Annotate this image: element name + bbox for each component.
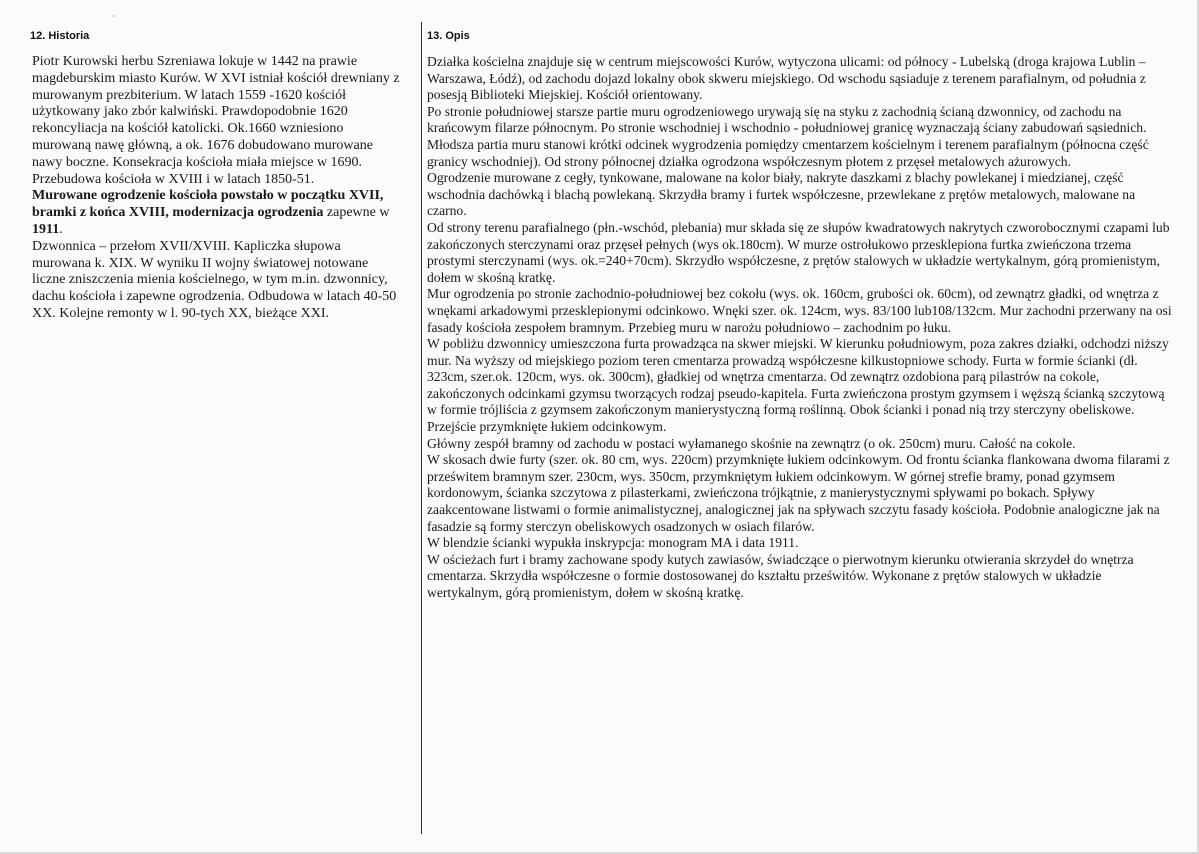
history-heading: 12. Historia: [30, 30, 90, 42]
history-body: [32, 54, 400, 323]
description-paragraph: Ogrodzenie murowane z cegły, tynkowane, malowane na kolor biały, nakryte daszkami z blachy powlekanej i miedzianej, część wschodnia dachówką i blachą powlekaną. Skrzydła bramy i furtek współczesne, przewlekane z prętów metalowych, malowane na czarno.: [427, 170, 1136, 219]
bold-text-run: 1911: [32, 221, 60, 237]
text-run: zapewne w: [323, 205, 390, 221]
description-heading: 13. Opis: [427, 30, 470, 42]
scan-speck: [113, 15, 115, 17]
history-paragraph: [32, 188, 400, 238]
description-paragraph: Główny zespół bramny od zachodu w postaci wyłamanego skośnie na zewnątrz (o ok. 250cm) muru. Całość na cokole.: [427, 435, 1076, 451]
description-paragraph: W blendzie ścianki wypukła inskrypcja: monogram MA i data 1911.: [427, 535, 799, 551]
description-paragraph: W ościeżach furt i bramy zachowane spody kutych zawiasów, świadczące o pierwotnym kierunku otwierania skrzydeł do wnętrza cmentarza. Skrzydła współczesne o formie dostosowanej do kształtu prześwitów. Wykonane z prętów stalowych w układzie wertykalnym, górą promienistym, dołem w skośną kratkę.: [427, 551, 1134, 600]
description-paragraph: W skosach dwie furty (szer. ok. 80 cm, wys. 220cm) przymknięte łukiem odcinkowym. Od frontu ścianka flankowana dwoma filarami z prześwitem bramnym szer. 230cm, wys. 350cm, przymkniętym łukiem odcinkowym. W górnej strefie bramy, ponad gzymsem kordonowym, ścianka szczytowa z pilasterkami, zwieńczona trójkątnie, z manierystycznymi spływami po bokach. Spływy zaakcentowane listwami o formie animalistycznej, analogicznej jak na spływach szczytu fasady kościoła. Podobnie analogiczne jak na fasadzie są formy sterczyn obeliskowych osadzonych w osiach filarów.: [427, 452, 1170, 534]
description-body: [427, 54, 1175, 602]
description-paragraph: Od strony terenu parafialnego (płn.-wschód, plebania) mur składa się ze słupów kwadratowych nakrytych czworobocznymi czapami lub zakończonych sterczynami oraz przęseł pełnych (wys ok.180cm). W murze ostrołukowo przesklepiona furtka zwieńczona trzema prostymi sterczynami (wys. ok.=240+70cm). Skrzydło współczesne, z prętów stalowych w układzie wertykalnym, górą promienistym, dołem w skośną kratkę.: [427, 219, 1170, 285]
bold-text-run: Murowane ogrodzenie kościoła powstało w początku XVII, bramki z końca XVIII, modernizacja ogrodzenia: [32, 188, 384, 221]
text-run: Piotr Kurowski herbu Szreniawa lokuje w 1442 na prawie magdeburskim miasto Kurów. W XVI istniał kościół drewniany z murowanym prezbiterium. W latach 1559 -1620 kościół użytkowany jako zbór kalwiński. Prawdopodobnie 1620 rekoncyliacja na kościół katolicki. Ok.1660 wzniesiono murowaną nawę główną, a ok. 1676 dobudowano murowane nawy boczne. Konsekracja kościoła miała miejsce w 1690. Przebudowa kościoła w XVIII i w latach 1850-51.: [32, 54, 400, 187]
history-paragraph: [32, 239, 400, 323]
text-run: .: [59, 221, 63, 237]
text-run: Dzwonnica – przełom XVII/XVIII. Kapliczka słupowa murowana k. XIX. W wyniku II wojny światowej notowane liczne zniszczenia mienia kościelnego, w tym m.in. dzwonnicy, dachu kościoła i zapewne ogrodzenia. Odbudowa w latach 40-50 XX. Kolejne remonty w l. 90-tych XX, bieżące XXI.: [32, 238, 397, 321]
description-paragraph: W pobliżu dzwonnicy umieszczona furta prowadząca na skwer miejski. W kierunku południowym, poza zakres działki, odchodzi niższy mur. Na wyższy od miejskiego poziom teren cmentarza prowadzą współczesne kilkustopniowe schody. Furta w formie ścianki (dł. 323cm, szer.ok. 120cm, wys. ok. 300cm), gładkiej od wnętrza cmentarza. Od zewnątrz ozdobiona parą pilastrów na cokole, zakończonych odcinkami gzymsu tworzących rodzaj pseudo-kapitela. Furta zwieńczona prostym gzymsem i węższą ścianką szczytową w formie trójliścia z gzymsem zakończonym manierystyczną formą roślinną. Obok ścianki i ponad nią trzy sterczyny obeliskowe. Przejście przymknięte łukiem odcinkowym.: [427, 336, 1169, 435]
history-column: [32, 30, 400, 323]
description-column: [427, 30, 1175, 602]
column-divider: [421, 22, 422, 834]
history-paragraph: [32, 54, 400, 188]
description-paragraph: Po stronie południowej starsze partie muru ogrodzeniowego urywają się na styku z zachodnią ścianą dzwonnicy, od zachodu na krańcowym filarze północnym. Po stronie wschodniej i wschodnio - południowej granicę wyznaczają ściany zabudowań sąsiednich. Młodsza partia muru stanowi krótki odcinek wygrodzenia pomiędzy cmentarzem kościelnym i terenem parafialnym (północna część granicy wschodniej). Od strony północnej działka ogrodzona współczesnym płotem z przęseł metalowych ażurowych.: [427, 103, 1149, 169]
description-paragraph: Działka kościelna znajduje się w centrum miejscowości Kurów, wytyczona ulicami: od północy - Lubelską (droga krajowa Lublin – Warszawa, Łódź), od zachodu dojazd lokalny obok skweru miejskiego. Od wschodu sąsiaduje z terenem parafialnym, od południa z posesją Biblioteki Miejskiej. Kościół orientowany.: [427, 54, 1146, 103]
description-paragraph: Mur ogrodzenia po stronie zachodnio-południowej bez cokołu (wys. ok. 160cm, grubości ok. 60cm), od zewnątrz gładki, od wnętrza z wnękami arkadowymi przesklepionymi odcinkowo. Wnęki szer. ok. 124cm, wys. 83/100 lub108/132cm. Mur zachodni przerwany na osi fasady kościoła zespołem bramnym. Przebieg muru w narożu południowo – zachodnim po łuku.: [427, 286, 1172, 335]
